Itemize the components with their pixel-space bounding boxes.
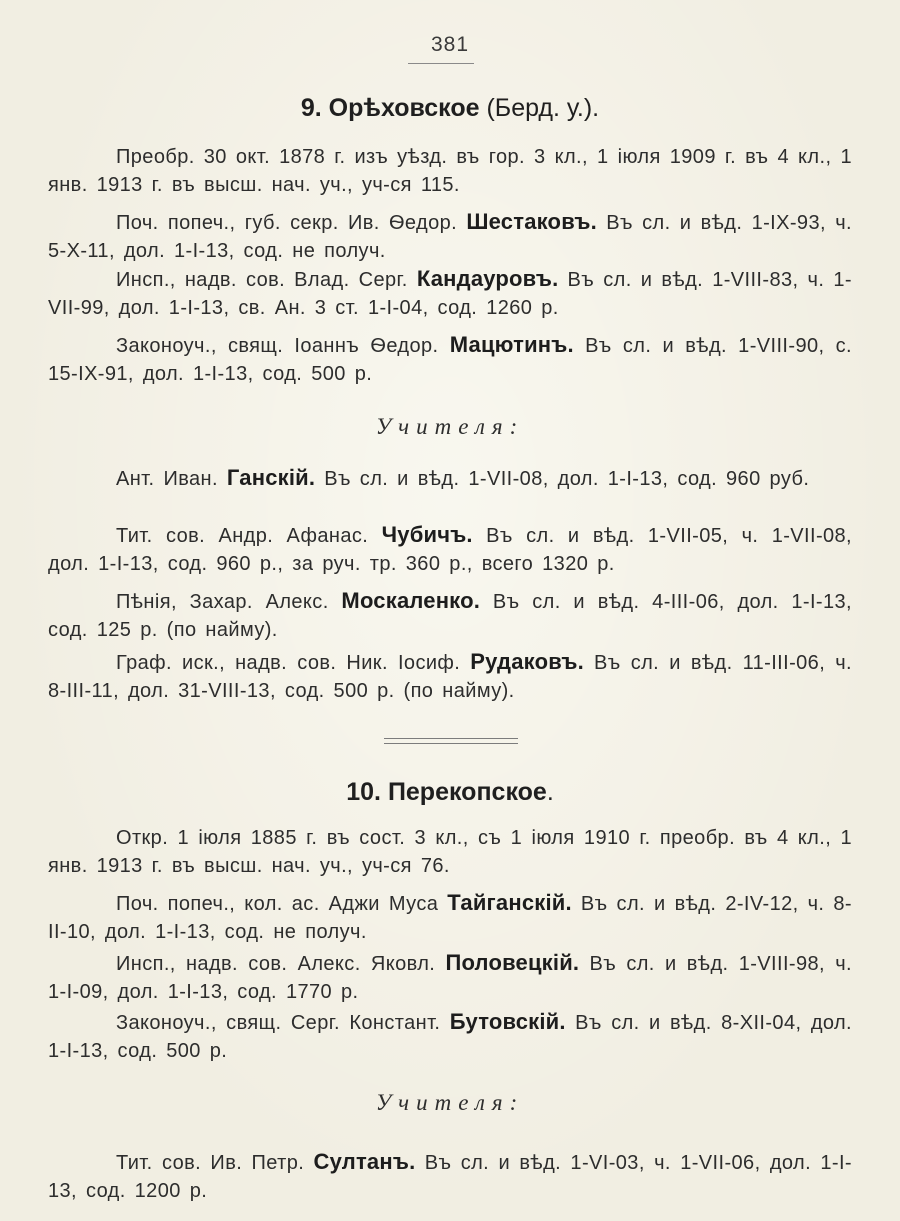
para-text: Тит. сов. Андр. Афанас.	[116, 525, 369, 547]
para-text: Въ сл. и вѣд. 1-VI-03, ч. 1-VII-06, дол. 1-I-13, сод. 1200 р.	[48, 1152, 852, 1202]
person-name: Тайганскій.	[447, 890, 572, 915]
person-name: Мацютинъ.	[449, 332, 574, 357]
section-9-teachers-heading: Учителя:	[375, 414, 525, 439]
section-9-teacher-3	[48, 587, 852, 644]
para-text: Въ сл. и вѣд. 2-IV-12, ч. 8-II-10, дол. 1-I-13, сод. не получ.	[48, 893, 852, 943]
section-9-teacher-2	[48, 521, 852, 578]
section-9-para-3	[48, 265, 852, 322]
section-9-para-4	[48, 331, 852, 388]
section-10-para-1	[48, 824, 852, 880]
para-text: Преобр. 30 окт. 1878 г. изъ уѣзд. въ гор. 3 кл., 1 іюля 1909 г. въ 4 кл., 1 янв. 1913 г. въ высш. нач. уч., уч-ся 115.	[48, 146, 852, 196]
section-9-name: Орѣховское	[328, 94, 480, 122]
person-name: Рудаковъ.	[470, 649, 584, 674]
section-9-para-2	[48, 208, 852, 265]
para-text: Въ сл. и вѣд. 1-VII-08, дол. 1-I-13, сод. 960 руб.	[324, 468, 810, 490]
para-text: Инсп., надв. сов. Влад. Серг.	[116, 269, 408, 291]
person-name: Бутовскій.	[449, 1009, 566, 1034]
section-10-name: Перекопское	[387, 778, 547, 806]
person-name: Султанъ.	[313, 1149, 416, 1174]
para-text: Откр. 1 іюля 1885 г. въ сост. 3 кл., съ 1 іюля 1910 г. преобр. въ 4 кл., 1 янв. 1913 г. въ высш. нач. уч., уч-ся 76.	[48, 827, 852, 877]
person-name: Кандауровъ.	[416, 266, 559, 291]
person-name: Чубичъ.	[381, 522, 473, 547]
para-text: Законоуч., свящ. Серг. Констант.	[116, 1012, 441, 1034]
para-text: Въ сл. и вѣд. 11-III-06, ч. 8-III-11, дол. 31-VIII-13, сод. 500 р. (по найму).	[48, 652, 852, 702]
person-name: Половецкій.	[445, 950, 580, 975]
para-text: Законоуч., свящ. Іоаннъ Ѳедор.	[116, 335, 439, 357]
para-text: Поч. попеч., губ. секр. Ив. Ѳедор.	[116, 212, 458, 234]
person-name: Ганскій.	[226, 465, 316, 490]
para-text: Инсп., надв. сов. Алекс. Яковл.	[116, 953, 436, 975]
para-text: Въ сл. и вѣд. 1-IX-93, ч. 5-X-11, дол. 1-I-13, сод. не получ.	[48, 212, 852, 262]
section-10-district: .	[546, 778, 554, 806]
para-text: Тит. сов. Ив. Петр.	[116, 1152, 305, 1174]
para-text: Поч. попеч., кол. ас. Аджи Муса	[116, 893, 439, 915]
section-10-teachers-heading: Учителя:	[375, 1090, 525, 1115]
para-text: Въ сл. и вѣд. 1-VIII-90, с. 15-IX-91, дол. 1-I-13, сод. 500 р.	[48, 335, 852, 385]
section-9-para-1	[48, 143, 852, 199]
section-divider	[384, 738, 518, 744]
section-9-heading	[0, 94, 900, 123]
section-9-teacher-4	[48, 648, 852, 705]
section-9-number: 9.	[300, 94, 322, 122]
para-text: Ант. Иван.	[116, 468, 218, 490]
person-name: Шестаковъ.	[466, 209, 597, 234]
para-text: Въ сл. и вѣд. 1-VII-05, ч. 1-VII-08, дол. 1-I-13, сод. 960 р., за руч. тр. 360 р., всего 1320 р.	[48, 525, 853, 575]
section-9-district: (Берд. у.).	[486, 94, 600, 122]
para-text: Въ сл. и вѣд. 1-VIII-83, ч. 1-VII-99, дол. 1-I-13, св. Ан. 3 ст. 1-I-04, сод. 1260 р.	[48, 269, 852, 319]
para-text: Пѣнія, Захар. Алекс.	[116, 591, 329, 613]
para-text: Граф. иск., надв. сов. Ник. Іосиф.	[116, 652, 461, 674]
section-10-heading	[0, 778, 900, 807]
section-10-para-4	[48, 1008, 852, 1065]
page-number: 381	[430, 33, 470, 56]
section-10-para-3	[48, 949, 852, 1006]
page-number-rule	[408, 63, 474, 64]
section-10-teacher-1	[48, 1148, 852, 1205]
para-text: Въ сл. и вѣд. 8-XII-04, дол. 1-I-13, сод. 500 р.	[48, 1012, 853, 1062]
section-9-teacher-1	[48, 464, 852, 493]
para-text: Въ сл. и вѣд. 1-VIII-98, ч. 1-I-09, дол. 1-I-13, сод. 1770 р.	[48, 953, 852, 1003]
section-10-para-2	[48, 889, 852, 946]
person-name: Москаленко.	[341, 588, 481, 613]
section-10-number: 10.	[346, 778, 381, 806]
para-text: Въ сл. и вѣд. 4-III-06, дол. 1-I-13, сод. 125 р. (по найму).	[48, 591, 852, 641]
